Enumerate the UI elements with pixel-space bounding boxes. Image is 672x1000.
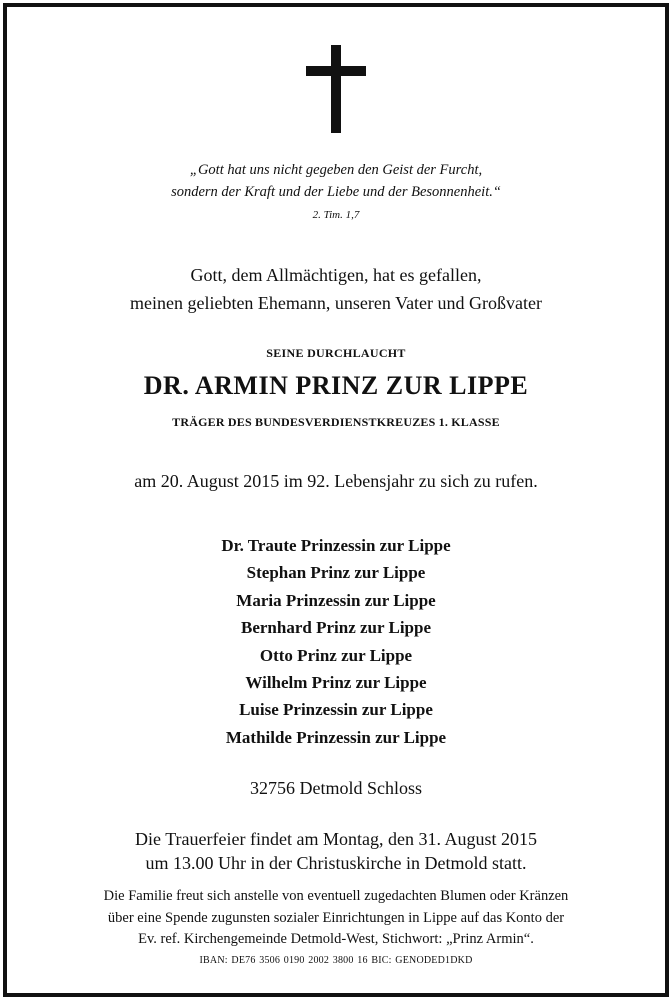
cross-horizontal-bar bbox=[306, 66, 366, 76]
notice-frame bbox=[3, 3, 669, 997]
bank-details: IBAN: DE76 3506 0190 2002 3800 16 BIC: GENODED1DKD bbox=[199, 955, 473, 966]
service-line: um 13.00 Uhr in der Christuskirche in Detmold statt. bbox=[145, 853, 527, 873]
honorific: SEINE DURCHLAUCHT bbox=[266, 346, 406, 360]
mourner-name: Bernhard Prinz zur Lippe bbox=[241, 618, 431, 638]
verse-reference: 2. Tim. 1,7 bbox=[312, 209, 360, 221]
verse-line: sondern der Kraft und der Liebe und der Besonnenheit.“ bbox=[171, 184, 501, 200]
date-of-death: am 20. August 2015 im 92. Lebensjahr zu sich zu rufen. bbox=[134, 471, 538, 491]
mourner-name: Otto Prinz zur Lippe bbox=[259, 645, 413, 665]
bible-verse bbox=[7, 159, 665, 224]
donation-request bbox=[7, 886, 665, 951]
intro-line: Gott, dem Allmächtigen, hat es gefallen, bbox=[190, 265, 482, 285]
intro-text bbox=[7, 261, 665, 317]
mourner-name: Mathilde Prinzessin zur Lippe bbox=[225, 727, 447, 747]
service-line: Die Trauerfeier findet am Montag, den 31. August 2015 bbox=[135, 829, 537, 849]
intro-line: meinen geliebten Ehemann, unseren Vater und Großvater bbox=[129, 293, 543, 313]
donation-line: über eine Spende zugunsten sozialer Einrichtungen in Lippe auf das Konto der bbox=[107, 909, 565, 926]
deceased-name: DR. ARMIN PRINZ ZUR LIPPE bbox=[143, 371, 529, 400]
donation-line: Ev. ref. Kirchengemeinde Detmold-West, Stichwort: „Prinz Armin“. bbox=[138, 931, 534, 947]
cross-vertical-bar bbox=[331, 45, 341, 133]
mourner-name: Stephan Prinz zur Lippe bbox=[246, 563, 426, 583]
award-line: TRÄGER DES BUNDESVERDIENSTKREUZES 1. KLASSE bbox=[172, 415, 500, 429]
mourner-name: Luise Prinzessin zur Lippe bbox=[239, 700, 433, 720]
verse-line: „Gott hat uns nicht gegeben den Geist der Furcht, bbox=[189, 162, 483, 178]
donation-line: Die Familie freut sich anstelle von eventuell zugedachten Blumen oder Kränzen bbox=[103, 888, 569, 904]
cross-icon bbox=[306, 45, 366, 133]
mourner-name: Maria Prinzessin zur Lippe bbox=[236, 590, 436, 610]
mourner-name: Dr. Traute Prinzessin zur Lippe bbox=[221, 536, 451, 555]
mourners-list bbox=[7, 532, 665, 751]
place: 32756 Detmold Schloss bbox=[249, 778, 422, 798]
funeral-service-info bbox=[7, 827, 665, 875]
mourner-name: Wilhelm Prinz zur Lippe bbox=[245, 672, 427, 692]
